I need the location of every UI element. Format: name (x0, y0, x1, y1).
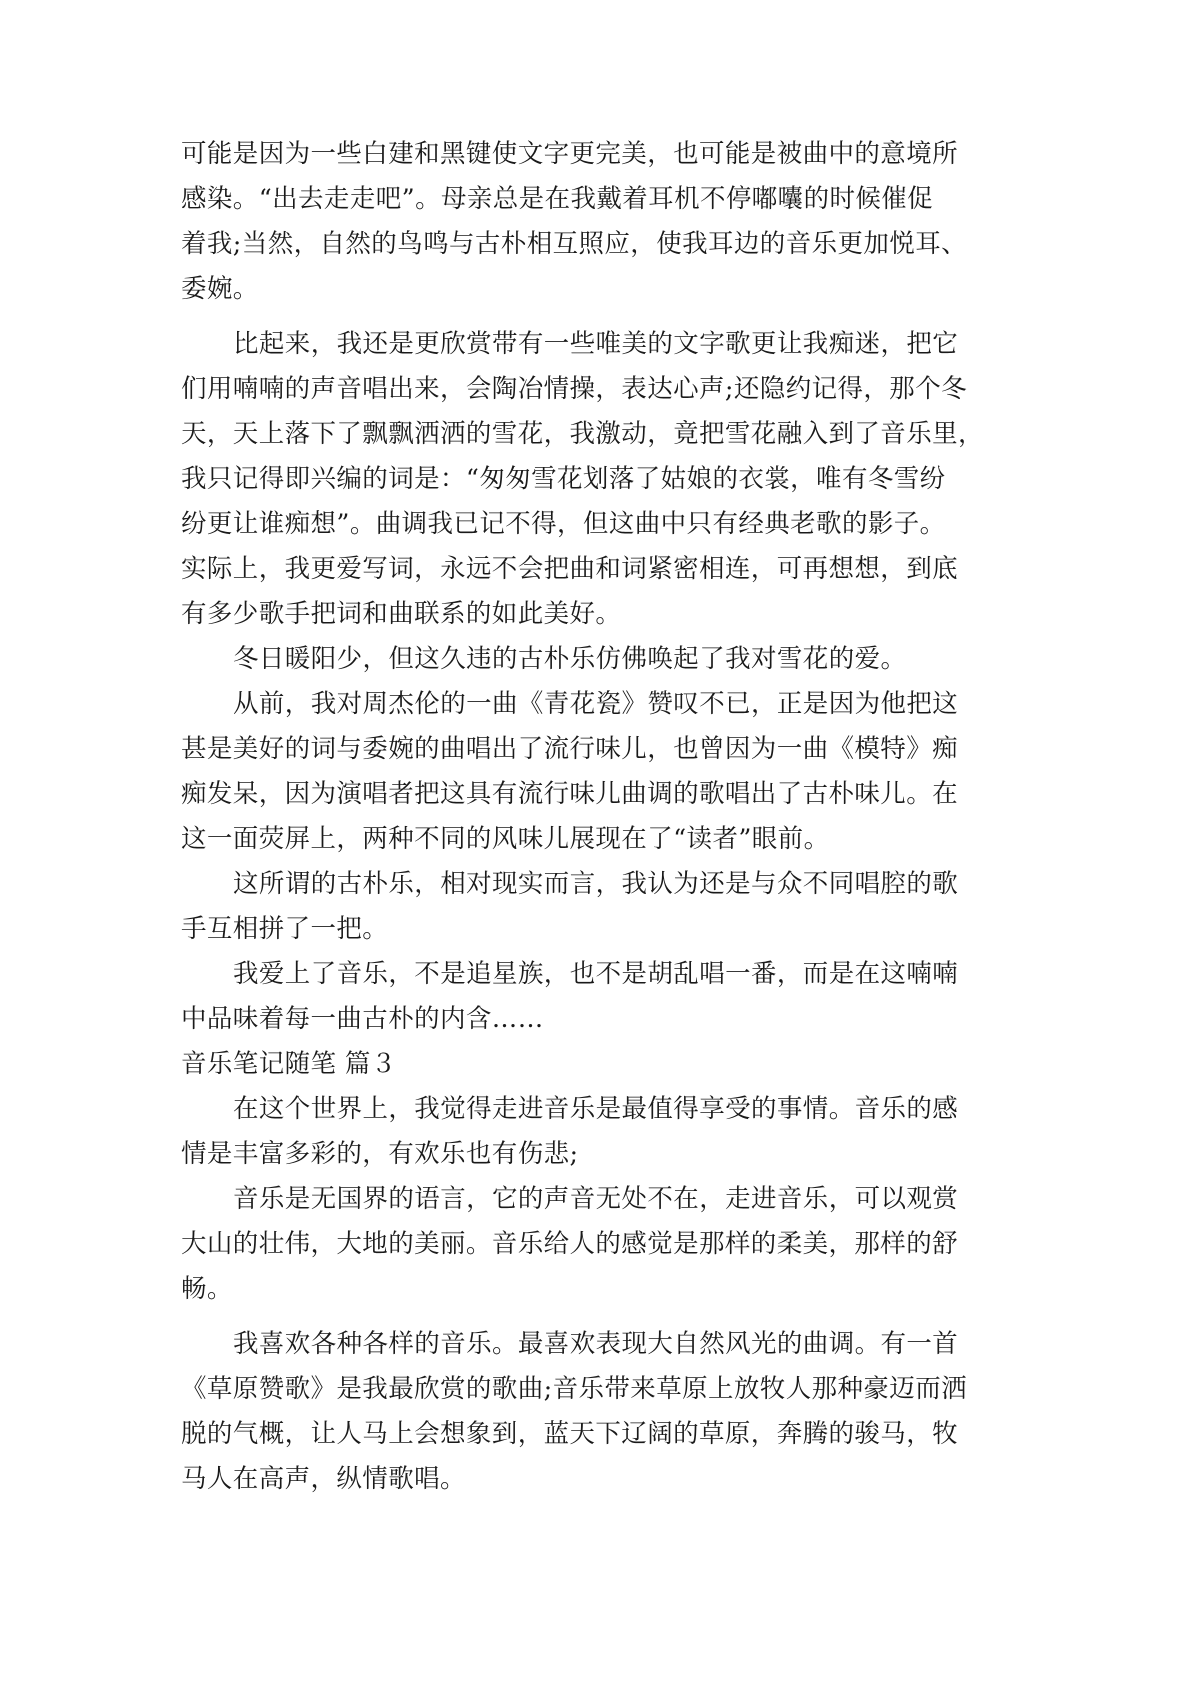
text-line: 我只记得即兴编的词是：“匆匆雪花划落了姑娘的衣裳，唯有冬雪纷 (181, 464, 946, 494)
text-line: 脱的气概，让人马上会想象到，蓝天下辽阔的草原，奔腾的骏马，牧 (181, 1419, 959, 1449)
text-line: 纷更让谁痴想”。曲调我已记不得，但这曲中只有经典老歌的影子。 (181, 509, 946, 539)
text-line: 有多少歌手把词和曲联系的如此美好。 (181, 599, 622, 629)
text-line: 马人在高声，纵情歌唱。 (181, 1464, 466, 1494)
text-line: 从前，我对周杰伦的一曲《青花瓷》赞叹不已，正是因为他把这 (233, 689, 959, 719)
text-line: 比起来，我还是更欣赏带有一些唯美的文字歌更让我痴迷，把它 (233, 329, 959, 359)
paragraph (181, 1322, 1013, 1502)
text-line: 实际上，我更爱写词，永远不会把曲和词紧密相连，可再想想，到底 (181, 554, 959, 584)
opening-paragraph (181, 132, 1013, 312)
text-line: 可能是因为一些白建和黑键使文字更完美，也可能是被曲中的意境所 (181, 139, 959, 169)
document-body (181, 132, 1013, 1502)
text-line: 大山的壮伟，大地的美丽。音乐给人的感觉是那样的柔美，那样的舒 (181, 1229, 959, 1259)
text-line: 手互相拼了一把。 (181, 914, 389, 944)
section-heading: 音乐笔记随笔 篇３ (181, 1049, 397, 1079)
text-line: 痴发呆，因为演唱者把这具有流行味儿曲调的歌唱出了古朴味儿。在 (181, 779, 959, 809)
text-line: 我爱上了音乐，不是追星族，也不是胡乱唱一番，而是在这喃喃 (233, 959, 959, 989)
paragraph (181, 1087, 1013, 1177)
text-line: 们用喃喃的声音唱出来，会陶冶情操，表达心声;还隐约记得，那个冬 (181, 374, 967, 404)
text-line: 天，天上落下了飘飘洒洒的雪花，我激动，竟把雪花融入到了音乐里， (181, 419, 984, 449)
paragraph (181, 1177, 1013, 1312)
text-line: 着我;当然，自然的鸟鸣与古朴相互照应，使我耳边的音乐更加悦耳、 (181, 229, 967, 259)
text-line: 《草原赞歌》是我最欣赏的歌曲;音乐带来草原上放牧人那种豪迈而洒 (181, 1374, 967, 1404)
text-line: 音乐是无国界的语言，它的声音无处不在，走进音乐，可以观赏 (233, 1184, 959, 1214)
text-line: 中品味着每一曲古朴的内含…… (181, 1004, 544, 1034)
paragraph (181, 322, 1013, 637)
text-line: 冬日暖阳少，但这久违的古朴乐仿佛唤起了我对雪花的爱。 (233, 644, 907, 674)
paragraph-gap (181, 312, 1013, 322)
text-line: 情是丰富多彩的，有欢乐也有伤悲; (181, 1139, 579, 1169)
text-line: 感染。“出去走走吧”。母亲总是在我戴着耳机不停嘟囔的时候催促 (181, 184, 934, 214)
text-line: 畅。 (181, 1274, 233, 1304)
text-line: 我喜欢各种各样的音乐。最喜欢表现大自然风光的曲调。有一首 (233, 1329, 959, 1359)
paragraph (181, 952, 1013, 1042)
text-line: 委婉。 (181, 274, 259, 304)
text-line: 甚是美好的词与委婉的曲唱出了流行味儿，也曾因为一曲《模特》痴 (181, 734, 959, 764)
paragraph-gap (181, 1312, 1013, 1322)
text-line: 这一面荧屏上，两种不同的风味儿展现在了“读者”眼前。 (181, 824, 830, 854)
text-line: 在这个世界上，我觉得走进音乐是最值得享受的事情。音乐的感 (233, 1094, 959, 1124)
text-line: 这所谓的古朴乐，相对现实而言，我认为还是与众不同唱腔的歌 (233, 869, 959, 899)
paragraph (181, 862, 1013, 952)
paragraph (181, 682, 1013, 862)
paragraph (181, 637, 1013, 682)
